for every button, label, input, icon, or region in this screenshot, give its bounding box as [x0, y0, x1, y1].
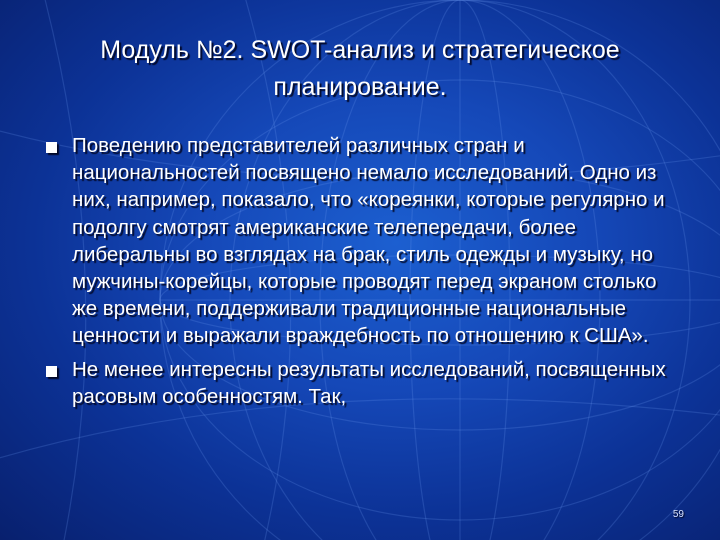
slide-title-line-2: планирование. [273, 73, 447, 101]
bullet-item [46, 356, 686, 410]
square-bullet-icon [46, 142, 57, 153]
bullet-text: Не менее интересны результаты исследований, посвященных расовым особенностям. Так, [72, 357, 666, 408]
square-bullet-icon [46, 366, 57, 377]
bullet-text: Поведению представителей различных стран и национальностей посвящено немало исследований. Одно из них, например, показало, что «кореянки, которые регулярно и подолгу смотрят американские телепередачи, более либеральны во взглядах на брак, стиль одежды и музыку, но мужчины-корейцы, которые проводят перед экраном столько же времени, поддерживали традиционные национальные ценности и выражали враждебность по отношению к США». [72, 134, 665, 348]
slide-title [40, 32, 680, 106]
page-number: 59 [672, 509, 684, 520]
bullet-list [46, 132, 686, 416]
slide-title-line-1: Модуль №2. SWOT-анализ и стратегическое [100, 36, 620, 64]
bullet-item [46, 132, 686, 350]
